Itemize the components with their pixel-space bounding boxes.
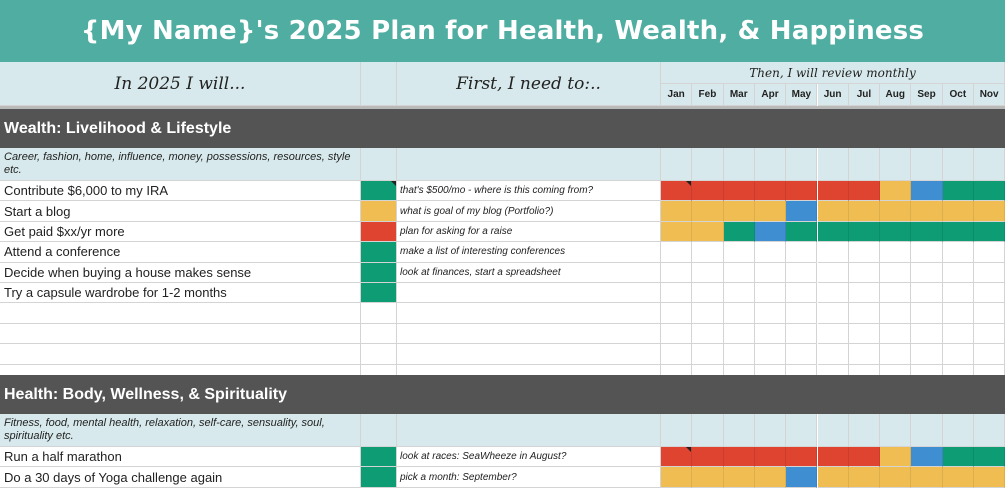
month-status-cell[interactable] <box>661 447 692 467</box>
first-step-cell[interactable] <box>397 283 661 303</box>
month-status-cell[interactable] <box>943 283 974 303</box>
first-step-cell[interactable]: look at races: SeaWheeze in August? <box>397 447 661 467</box>
month-status-cell[interactable] <box>786 303 817 323</box>
status-cell[interactable] <box>361 303 397 323</box>
month-status-cell[interactable] <box>661 201 692 221</box>
month-status-cell[interactable] <box>661 303 692 323</box>
month-status-cell[interactable] <box>661 263 692 283</box>
month-status-cell[interactable] <box>724 181 755 201</box>
month-status-cell[interactable] <box>849 467 880 487</box>
month-header-oct: Oct <box>943 84 974 106</box>
description-month-cell <box>849 148 880 181</box>
description-month-cell <box>880 148 911 181</box>
description-month-cell <box>911 414 942 447</box>
goal-cell[interactable]: Get paid $xx/yr more <box>0 222 361 242</box>
month-header-aug: Aug <box>880 84 911 106</box>
first-step-cell[interactable]: pick a month: September? <box>397 467 661 487</box>
status-cell[interactable] <box>361 181 397 201</box>
month-status-cell[interactable] <box>692 263 723 283</box>
month-status-cell[interactable] <box>974 467 1005 487</box>
month-status-cell[interactable] <box>911 222 942 242</box>
month-status-cell[interactable] <box>974 263 1005 283</box>
month-status-cell[interactable] <box>755 344 786 364</box>
month-status-cell[interactable] <box>692 467 723 487</box>
month-status-cell[interactable] <box>880 242 911 262</box>
description-note-cell <box>397 148 661 181</box>
first-step-cell[interactable]: plan for asking for a raise <box>397 222 661 242</box>
first-step-cell[interactable] <box>397 324 661 344</box>
month-status-cell[interactable] <box>880 467 911 487</box>
month-status-cell[interactable] <box>849 324 880 344</box>
section-header-health: Health: Body, Wellness, & Spirituality <box>0 375 1005 414</box>
month-status-cell[interactable] <box>724 263 755 283</box>
month-status-cell[interactable] <box>692 222 723 242</box>
goal-cell[interactable] <box>0 324 361 344</box>
month-status-cell[interactable] <box>786 283 817 303</box>
month-status-cell[interactable] <box>880 201 911 221</box>
month-status-cell[interactable] <box>755 447 786 467</box>
description-month-cell <box>724 148 755 181</box>
month-status-cell[interactable] <box>911 467 942 487</box>
month-status-cell[interactable] <box>974 283 1005 303</box>
month-status-cell[interactable] <box>849 222 880 242</box>
section-description: Fitness, food, mental health, relaxation, self-care, sensuality, soul, spirituality etc. <box>0 414 361 447</box>
month-header-may: May <box>786 84 817 106</box>
description-month-cell <box>692 414 723 447</box>
month-status-cell[interactable] <box>661 222 692 242</box>
month-status-cell[interactable] <box>849 201 880 221</box>
description-month-cell <box>755 148 786 181</box>
month-status-cell[interactable] <box>786 181 817 201</box>
description-month-cell <box>943 148 974 181</box>
month-status-cell[interactable] <box>755 222 786 242</box>
month-status-cell[interactable] <box>661 283 692 303</box>
description-month-cell <box>911 148 942 181</box>
status-cell[interactable] <box>361 242 397 262</box>
month-status-cell[interactable] <box>974 303 1005 323</box>
first-step-column-header: First, I need to:.. <box>397 62 661 106</box>
month-status-cell[interactable] <box>724 222 755 242</box>
month-status-cell[interactable] <box>818 242 849 262</box>
goal-cell[interactable]: Contribute $6,000 to my IRA <box>0 181 361 201</box>
month-status-cell[interactable] <box>849 263 880 283</box>
month-header-jan: Jan <box>661 84 692 106</box>
month-status-cell[interactable] <box>692 242 723 262</box>
month-status-cell[interactable] <box>911 181 942 201</box>
month-status-cell[interactable] <box>786 222 817 242</box>
month-status-cell[interactable] <box>849 283 880 303</box>
goal-cell[interactable] <box>0 303 361 323</box>
status-cell[interactable] <box>361 447 397 467</box>
status-cell[interactable] <box>361 467 397 487</box>
month-status-cell[interactable] <box>911 283 942 303</box>
month-status-cell[interactable] <box>661 324 692 344</box>
month-status-cell[interactable] <box>974 242 1005 262</box>
goal-cell[interactable]: Attend a conference <box>0 242 361 262</box>
month-status-cell[interactable] <box>880 263 911 283</box>
first-step-cell[interactable] <box>397 303 661 323</box>
month-header-mar: Mar <box>724 84 755 106</box>
goal-cell[interactable]: Decide when buying a house makes sense <box>0 263 361 283</box>
month-status-cell[interactable] <box>786 344 817 364</box>
description-month-cell <box>661 414 692 447</box>
month-status-cell[interactable] <box>974 324 1005 344</box>
month-status-cell[interactable] <box>880 344 911 364</box>
month-status-cell[interactable] <box>943 222 974 242</box>
month-header-apr: Apr <box>755 84 786 106</box>
description-month-cell <box>818 148 849 181</box>
month-status-cell[interactable] <box>661 242 692 262</box>
status-cell[interactable] <box>361 283 397 303</box>
month-status-cell[interactable] <box>943 303 974 323</box>
month-status-cell[interactable] <box>755 242 786 262</box>
month-status-cell[interactable] <box>692 324 723 344</box>
month-status-cell[interactable] <box>974 222 1005 242</box>
month-status-cell[interactable] <box>818 181 849 201</box>
month-status-cell[interactable] <box>818 201 849 221</box>
description-month-cell <box>661 148 692 181</box>
description-month-cell <box>692 148 723 181</box>
month-status-cell[interactable] <box>849 303 880 323</box>
month-status-cell[interactable] <box>849 242 880 262</box>
description-month-cell <box>849 414 880 447</box>
status-cell[interactable] <box>361 222 397 242</box>
status-cell[interactable] <box>361 344 397 364</box>
month-status-cell[interactable] <box>974 344 1005 364</box>
month-header-feb: Feb <box>692 84 723 106</box>
month-status-cell[interactable] <box>755 263 786 283</box>
month-status-cell[interactable] <box>974 447 1005 467</box>
goal-column-header: In 2025 I will... <box>0 62 361 106</box>
month-status-cell[interactable] <box>786 263 817 283</box>
description-status-cell <box>361 148 397 181</box>
month-status-cell[interactable] <box>943 467 974 487</box>
description-month-cell <box>818 414 849 447</box>
month-status-cell[interactable] <box>818 303 849 323</box>
month-status-cell[interactable] <box>724 201 755 221</box>
first-step-cell[interactable]: make a list of interesting conferences <box>397 242 661 262</box>
month-status-cell[interactable] <box>911 447 942 467</box>
status-cell[interactable] <box>361 263 397 283</box>
first-step-cell[interactable]: what is goal of my blog (Portfolio?) <box>397 201 661 221</box>
month-status-cell[interactable] <box>818 263 849 283</box>
month-status-cell[interactable] <box>661 181 692 201</box>
description-month-cell <box>786 148 817 181</box>
month-status-cell[interactable] <box>818 447 849 467</box>
month-status-cell[interactable] <box>724 324 755 344</box>
month-status-cell[interactable] <box>661 467 692 487</box>
month-status-cell[interactable] <box>880 283 911 303</box>
goal-cell[interactable]: Try a capsule wardrobe for 1-2 months <box>0 283 361 303</box>
month-status-cell[interactable] <box>943 324 974 344</box>
goal-cell[interactable]: Do a 30 days of Yoga challenge again <box>0 467 361 487</box>
first-step-cell[interactable]: that's $500/mo - where is this coming from? <box>397 181 661 201</box>
month-status-cell[interactable] <box>818 283 849 303</box>
month-status-cell[interactable] <box>818 324 849 344</box>
month-status-cell[interactable] <box>724 303 755 323</box>
month-status-cell[interactable] <box>692 447 723 467</box>
month-status-cell[interactable] <box>786 201 817 221</box>
month-status-cell[interactable] <box>755 181 786 201</box>
month-status-cell[interactable] <box>943 201 974 221</box>
month-status-cell[interactable] <box>911 303 942 323</box>
month-status-cell[interactable] <box>724 467 755 487</box>
month-status-cell[interactable] <box>911 324 942 344</box>
month-status-cell[interactable] <box>755 201 786 221</box>
month-status-cell[interactable] <box>724 242 755 262</box>
month-status-cell[interactable] <box>943 447 974 467</box>
description-month-cell <box>880 414 911 447</box>
description-status-cell <box>361 414 397 447</box>
month-status-cell[interactable] <box>692 283 723 303</box>
month-status-cell[interactable] <box>786 242 817 262</box>
month-status-cell[interactable] <box>661 344 692 364</box>
month-status-cell[interactable] <box>818 222 849 242</box>
description-month-cell <box>724 414 755 447</box>
month-status-cell[interactable] <box>692 303 723 323</box>
description-month-cell <box>943 414 974 447</box>
month-status-cell[interactable] <box>755 303 786 323</box>
month-status-cell[interactable] <box>786 324 817 344</box>
month-status-cell[interactable] <box>880 222 911 242</box>
description-month-cell <box>974 148 1005 181</box>
month-status-cell[interactable] <box>786 467 817 487</box>
status-cell[interactable] <box>361 201 397 221</box>
month-status-cell[interactable] <box>943 344 974 364</box>
month-header-jul: Jul <box>849 84 880 106</box>
goal-cell[interactable] <box>0 344 361 364</box>
month-status-cell[interactable] <box>724 447 755 467</box>
month-status-cell[interactable] <box>724 283 755 303</box>
month-status-cell[interactable] <box>849 181 880 201</box>
first-step-cell[interactable] <box>397 344 661 364</box>
month-status-cell[interactable] <box>880 324 911 344</box>
month-status-cell[interactable] <box>724 344 755 364</box>
month-header-sep: Sep <box>911 84 942 106</box>
section-header-wealth: Wealth: Livelihood & Lifestyle <box>0 109 1005 148</box>
month-status-cell[interactable] <box>911 242 942 262</box>
status-cell[interactable] <box>361 324 397 344</box>
month-status-cell[interactable] <box>943 181 974 201</box>
month-header-nov: Nov <box>974 84 1005 106</box>
goal-cell[interactable]: Run a half marathon <box>0 447 361 467</box>
goal-cell[interactable]: Start a blog <box>0 201 361 221</box>
month-status-cell[interactable] <box>974 181 1005 201</box>
month-status-cell[interactable] <box>755 467 786 487</box>
month-status-cell[interactable] <box>943 242 974 262</box>
month-status-cell[interactable] <box>974 201 1005 221</box>
description-month-cell <box>755 414 786 447</box>
status-column-header <box>361 62 397 106</box>
description-month-cell <box>974 414 1005 447</box>
month-status-cell[interactable] <box>818 467 849 487</box>
month-status-cell[interactable] <box>786 447 817 467</box>
month-status-cell[interactable] <box>880 447 911 467</box>
month-status-cell[interactable] <box>755 324 786 344</box>
month-status-cell[interactable] <box>849 447 880 467</box>
month-status-cell[interactable] <box>692 201 723 221</box>
section-description: Career, fashion, home, influence, money, possessions, resources, style etc. <box>0 148 361 181</box>
month-status-cell[interactable] <box>849 344 880 364</box>
description-month-cell <box>786 414 817 447</box>
description-note-cell <box>397 414 661 447</box>
month-status-cell[interactable] <box>911 201 942 221</box>
month-status-cell[interactable] <box>818 344 849 364</box>
month-status-cell[interactable] <box>692 181 723 201</box>
month-status-cell[interactable] <box>880 181 911 201</box>
month-status-cell[interactable] <box>692 344 723 364</box>
sheet-title: {My Name}'s 2025 Plan for Health, Wealth, & Happiness <box>0 0 1005 62</box>
month-status-cell[interactable] <box>943 263 974 283</box>
first-step-cell[interactable]: look at finances, start a spreadsheet <box>397 263 661 283</box>
month-status-cell[interactable] <box>755 283 786 303</box>
month-status-cell[interactable] <box>911 344 942 364</box>
month-header-jun: Jun <box>818 84 849 106</box>
month-status-cell[interactable] <box>880 303 911 323</box>
review-monthly-header: Then, I will review monthly <box>661 62 1005 84</box>
month-status-cell[interactable] <box>911 263 942 283</box>
